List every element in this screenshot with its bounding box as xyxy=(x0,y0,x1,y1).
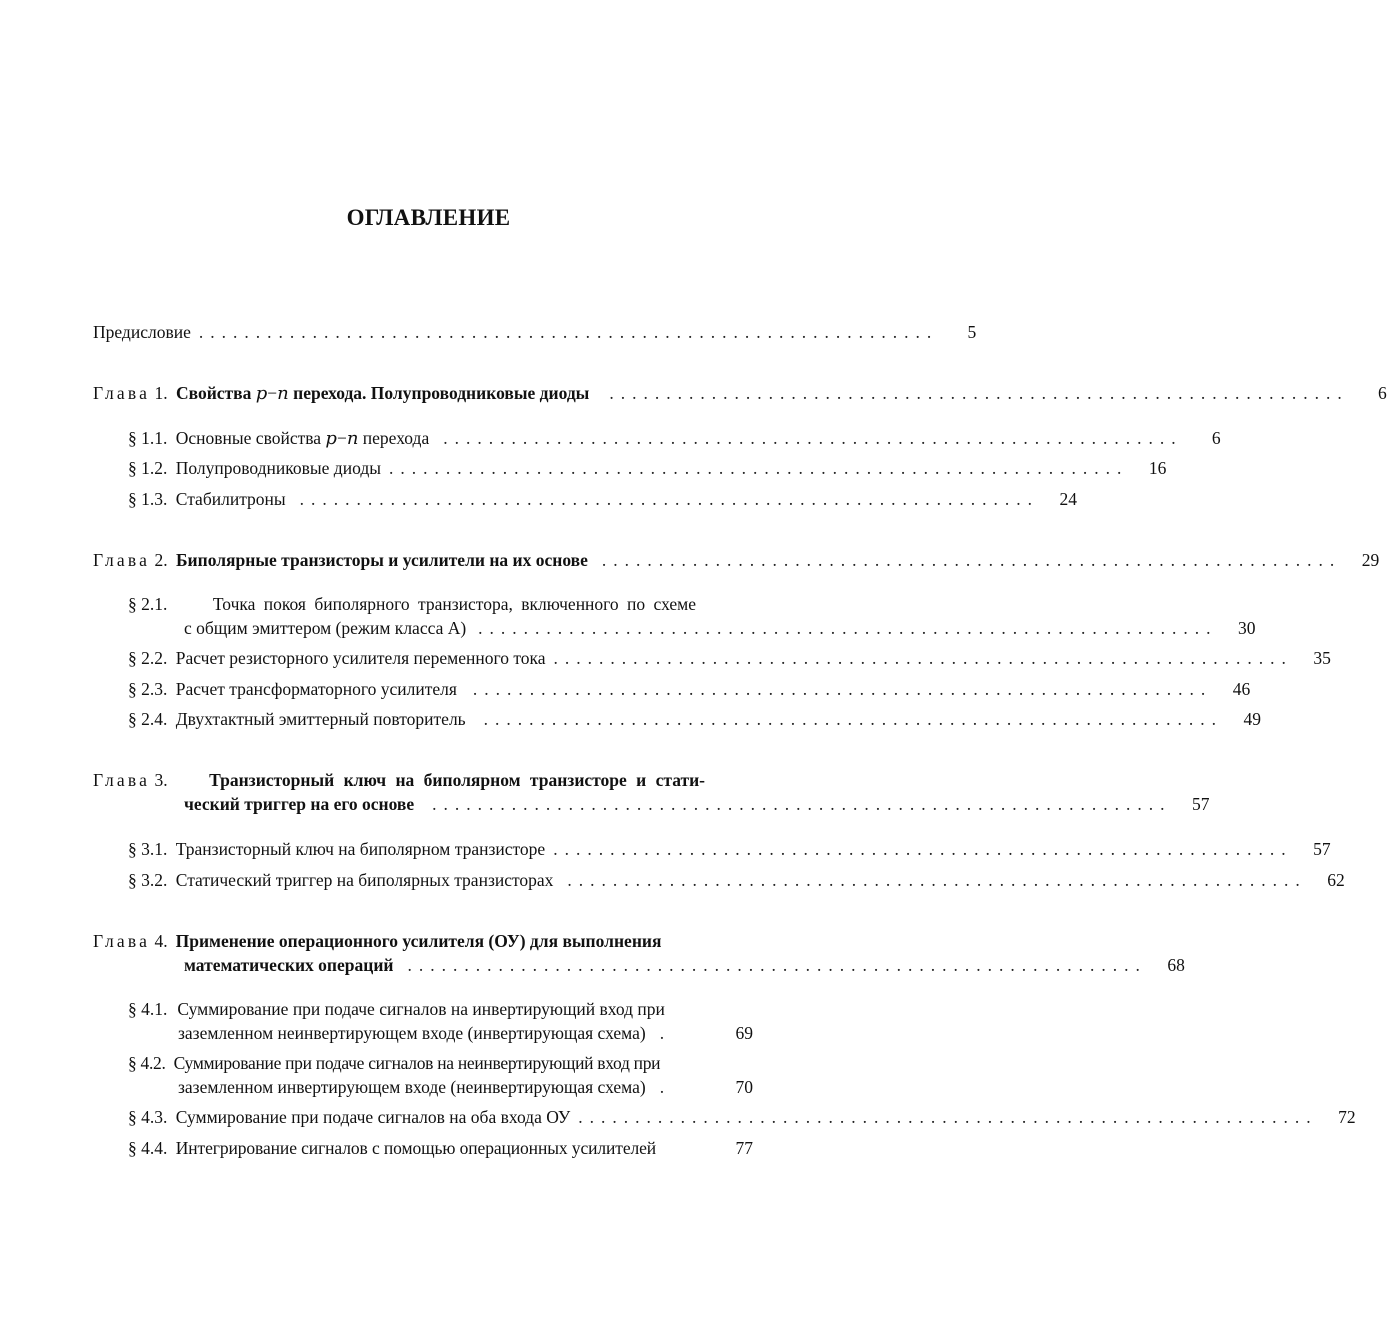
page-number: 57 xyxy=(1313,839,1331,859)
toc-entry-preface[interactable]: Предисловие ................................................................. 5 xyxy=(93,322,977,342)
toc-section-3-2[interactable]: § 3.2. Статический триггер на биполярных транзисторах ................................................................. 62 xyxy=(128,870,1345,890)
chapter-label: Глава xyxy=(93,383,151,403)
page-number: 68 xyxy=(1167,955,1185,975)
toc-section-4-3[interactable]: § 4.3. Суммирование при подаче сигналов на оба входа ОУ ................................................................. 72 xyxy=(128,1107,1356,1127)
toc-section-4-4[interactable]: § 4.4. Интегрирование сигналов с помощью операционных усилителей 77 xyxy=(128,1138,753,1158)
chapter-label: Глава xyxy=(93,550,151,570)
toc-section-1-1[interactable]: § 1.1. Основные свойства p−n перехода ................................................................. 6 xyxy=(128,428,1221,449)
page-number: 29 xyxy=(1361,550,1380,570)
page-number: 24 xyxy=(1059,489,1078,509)
toc-chapter-1[interactable]: Глава 1. Свойства p−n перехода. Полупроводниковые диоды ................................................................. 6 xyxy=(93,383,1387,404)
chapter-label: Глава xyxy=(93,931,151,951)
page-number: 5 xyxy=(967,322,977,342)
page-number: 35 xyxy=(1313,648,1331,668)
page-number: 72 xyxy=(1338,1107,1356,1127)
page-number: 6 xyxy=(1211,428,1221,448)
page-number: 77 xyxy=(735,1138,753,1158)
page-number: 16 xyxy=(1148,458,1167,478)
page-number: 46 xyxy=(1232,679,1251,699)
toc-section-1-3[interactable]: § 1.3. Стабилитроны ................................................................. 24 xyxy=(128,489,1078,509)
toc-chapter-4[interactable]: Глава 4. Применение операционного усилителя (ОУ) для выполнения математических операций ................................................................. 68 xyxy=(93,931,1185,975)
toc-section-2-4[interactable]: § 2.4. Двухтактный эмиттерный повторитель ................................................................. 49 xyxy=(128,709,1262,729)
page-number: 6 xyxy=(1377,383,1387,403)
chapter-label: Глава xyxy=(93,770,151,790)
toc-section-4-1[interactable]: § 4.1. Суммирование при подаче сигналов на инвертирующий вход при заземленном неинвертирующем входе (инвертирующая схема) . 69 xyxy=(128,999,753,1043)
page-number: 70 xyxy=(735,1077,753,1097)
toc-chapter-2[interactable]: Глава 2. Биполярные транзисторы и усилители на их основе ................................................................. 29 xyxy=(93,550,1380,570)
toc-section-1-2[interactable]: § 1.2. Полупроводниковые диоды ................................................................. 16 xyxy=(128,458,1167,478)
toc-section-2-1[interactable]: § 2.1. Точка покоя биполярного транзистора, включенного по схеме с общим эмиттером (режим класса А) ................................................................. 30 xyxy=(128,594,1256,638)
page-number: 49 xyxy=(1243,709,1262,729)
page-number: 30 xyxy=(1238,618,1256,638)
toc-section-2-3[interactable]: § 2.3. Расчет трансформаторного усилителя ................................................................. 46 xyxy=(128,679,1251,699)
toc-section-3-1[interactable]: § 3.1. Транзисторный ключ на биполярном транзисторе ................................................................. 57 xyxy=(128,839,1331,859)
page-number: 57 xyxy=(1192,794,1210,814)
page-number: 69 xyxy=(735,1023,753,1043)
toc-chapter-3[interactable]: Глава 3. Транзисторный ключ на биполярном транзисторе и стати- ческий триггер на его основе ................................................................. 57 xyxy=(93,770,1210,814)
page-title: ОГЛАВЛЕНИЕ xyxy=(346,205,511,230)
toc-section-4-2[interactable]: § 4.2. Суммирование при подаче сигналов на неинвертирующий вход при заземленном инвертирующем входе (неинвертирующая схема) . 70 xyxy=(128,1053,753,1097)
toc-section-2-2[interactable]: § 2.2. Расчет резисторного усилителя переменного тока ................................................................. 35 xyxy=(128,648,1331,668)
page-number: 62 xyxy=(1327,870,1345,890)
